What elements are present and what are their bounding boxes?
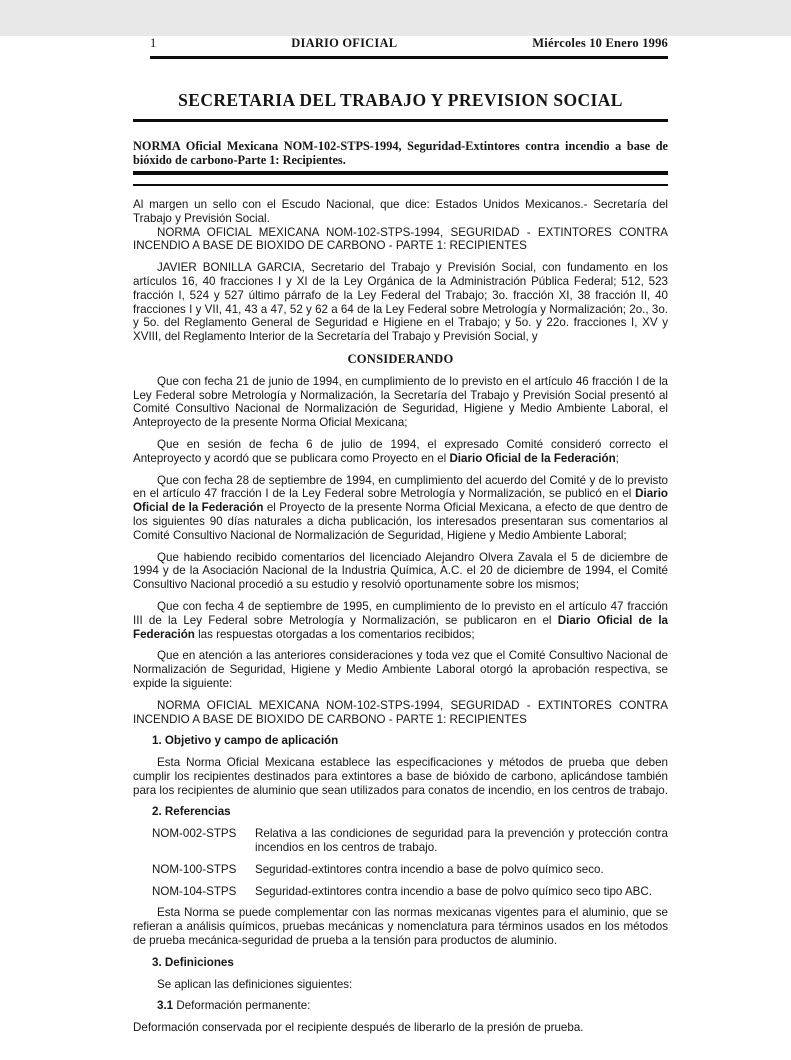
paragraph: Que con fecha 28 de septiembre de 1994, en cumplimiento del acuerdo del Comité y de lo previsto en el artículo 47 fracción I de la Ley Federal sobre Metrología y Normalización, se publicó en el Diario Oficial de la Federación el Proyecto de la presente Norma Oficial Mexicana, a efecto de que dentro de los siguientes 90 días naturales a dicha publicación, los interesados presentaran sus comentarios al Comité Consultivo Nacional de Normalización de Seguridad, Higiene y Medio Ambiente Laboral; (133, 473, 668, 542)
paragraph: NORMA OFICIAL MEXICANA NOM-102-STPS-1994, SEGURIDAD - EXTINTORES CONTRA INCENDIO A BASE DE BIOXIDO DE CARBONO - PARTE 1: RECIPIENTES (133, 698, 668, 726)
reference-row (152, 827, 668, 855)
paragraph: Que en sesión de fecha 6 de julio de 1994, el expresado Comité consideró correcto el Anteproyecto y acordó que se publicara como Proyecto en el Diario Oficial de la Federación; (133, 437, 668, 465)
paragraph: JAVIER BONILLA GARCIA, Secretario del Trabajo y Previsión Social, con fundamento en los artículos 16, 40 fracciones I y XI de la Ley Orgánica de la Administración Pública Federal; 512, 523 fracción I, 524 y 527 último párrafo de la Ley Federal del Trabajo; 3o. fracción XI, 38 fracción II, 40 fracciones I y VII, 41, 43 a 47, 52 y 62 a 64 de la Ley Federal sobre Metrología y Normalización; 2o., 3o. y 5o. del Reglamento General de Seguridad e Higiene en el Trabajo; y 5o. y 22o. fracciones I, XV y XVIII, del Reglamento Interior de la Secretaría del Trabajo y Previsión Social, y (133, 261, 668, 344)
paragraph: NORMA OFICIAL MEXICANA NOM-102-STPS-1994, SEGURIDAD - EXTINTORES CONTRA INCENDIO A BASE DE BIOXIDO DE CARBONO - PARTE 1: RECIPIENTES (133, 225, 668, 253)
paragraph: Que con fecha 4 de septiembre de 1995, en cumplimiento de lo previsto en el artículo 47 fracción III de la Ley Federal sobre Metrología y Normalización, se publicaron en el Diario Oficial de la Federación las respuestas otorgadas a los comentarios recibidos; (133, 599, 668, 641)
paragraph: Se aplican las definiciones siguientes: (157, 977, 353, 991)
gazette-page (0, 36, 791, 1060)
reference-row (152, 885, 668, 899)
heading: 2. Referencias (152, 805, 231, 819)
paragraph: Que con fecha 21 de junio de 1994, en cumplimiento de lo previsto en el artículo 46 fracción I de la Ley Federal sobre Metrología y Normalización, la Secretaría del Trabajo y Previsión Social presentó al Comité Consultivo Nacional de Normalización de Seguridad, Higiene y Medio Ambiente Laboral, el Anteproyecto de la presente Norma Oficial Mexicana; (133, 374, 668, 430)
subject-line: NORMA Oficial Mexicana NOM-102-STPS-1994, Seguridad-Extintores contra incendio a base de bióxido de carbono-Parte 1: Recipientes. (133, 139, 668, 175)
heading: 1. Objetivo y campo de aplicación (152, 734, 339, 748)
document-body (133, 198, 668, 1035)
reference-code: NOM-100-STPS (152, 862, 237, 876)
subject-divider (133, 184, 668, 186)
reference-description: Seguridad-extintores contra incendio a base de polvo químico seco tipo ABC. (255, 884, 653, 898)
heading: 3. Definiciones (152, 955, 234, 969)
reference-code: NOM-104-STPS (152, 884, 237, 898)
masthead-title: SECRETARIA DEL TRABAJO Y PREVISION SOCIAL (133, 90, 668, 122)
paragraph: Que en atención a las anteriores consideraciones y toda vez que el Comité Consultivo Nacional de Normalización de Seguridad, Higiene y Medio Ambiente Laboral otorgó la aprobación respectiva, se expide la siguiente: (133, 649, 668, 690)
paragraph: Al margen un sello con el Escudo Nacional, que dice: Estados Unidos Mexicanos.- Secretaría del Trabajo y Previsión Social. (133, 198, 668, 225)
running-head (150, 36, 668, 59)
paragraph: Esta Norma Oficial Mexicana establece las especificaciones y métodos de prueba que deben cumplir los recipientes destinados para extintores a base de bióxido de carbono, aplicándose también para los recipientes de aluminio que sean utilizados para conatos de incendio, en los centros de trabajo. (133, 756, 668, 797)
page-number: 1 (150, 36, 157, 50)
reference-description: Seguridad-extintores contra incendio a base de polvo químico seco. (255, 862, 604, 876)
reference-row (152, 863, 668, 877)
issue-date: Miércoles 10 Enero 1996 (532, 36, 668, 50)
paragraph: Esta Norma se puede complementar con las normas mexicanas vigentes para el aluminio, que se refieran a análisis químicos, pruebas mecánicas y nomenclatura para términos usados en los métodos de prueba mecánica-seguridad de prueba a la tensión para productos de aluminio. (133, 906, 668, 948)
heading: CONSIDERANDO (347, 351, 454, 366)
publication-title: DIARIO OFICIAL (291, 36, 398, 50)
paragraph: 3.1 Deformación permanente: (157, 999, 311, 1013)
paragraph: Deformación conservada por el recipiente después de liberarlo de la presión de prueba. (133, 1021, 584, 1035)
paragraph: Que habiendo recibido comentarios del licenciado Alejandro Olvera Zavala el 5 de diciembre de 1994 y de la Asociación Nacional de la Industria Química, A.C. el 20 de diciembre de 1994, el Comité Consultivo Nacional procedió a su estudio y resolvió oportunamente sobre los mismos; (133, 550, 668, 592)
reference-code: NOM-002-STPS (152, 827, 237, 841)
reference-description: Relativa a las condiciones de seguridad para la prevención y protección contra incendios en los centros de trabajo. (255, 827, 668, 855)
